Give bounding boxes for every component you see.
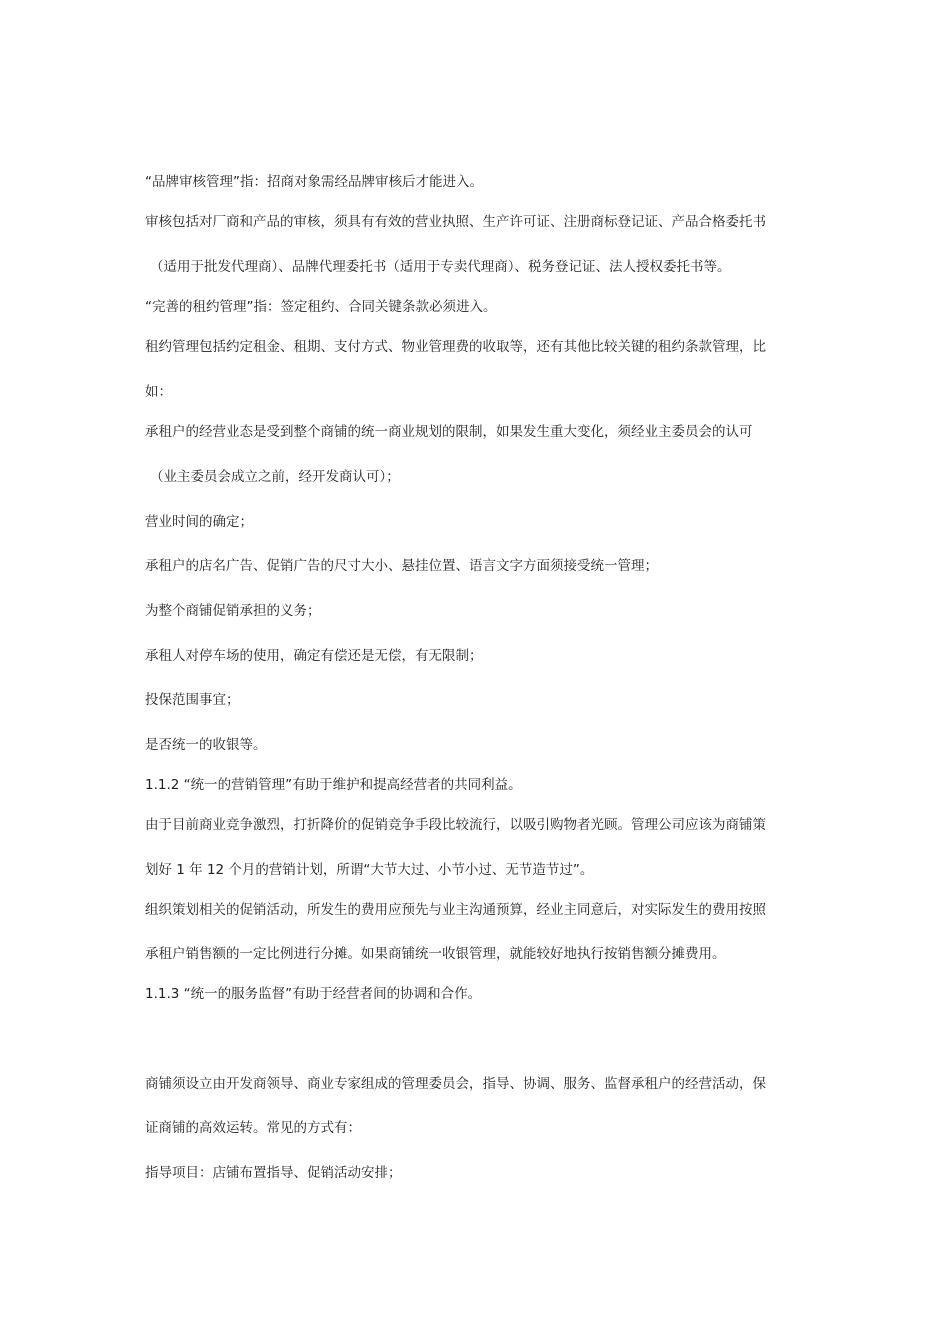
text-line: 投保范围事宜； — [145, 692, 240, 708]
text-line: 承租人对停车场的使用，确定有偿还是无偿，有无限制； — [145, 648, 483, 664]
section-heading: 1.1.3 “统一的服务监督”有助于经营者间的协调和合作。 — [145, 986, 482, 1002]
text-line: 指导项目：店铺布置指导、促销活动安排； — [145, 1165, 402, 1181]
text-line: 营业时间的确定； — [145, 514, 253, 530]
text-line: 审核包括对厂商和产品的审核，须具有有效的营业执照、生产许可证、注册商标登记证、产品合格委托书 — [145, 214, 766, 230]
text-line: 承租户的店名广告、促销广告的尺寸大小、悬挂位置、语言文字方面须接受统一管理； — [145, 558, 658, 574]
text-line: （适用于批发代理商）、品牌代理委托书（适用于专卖代理商）、税务登记证、法人授权委托书等。 — [150, 259, 731, 275]
text-line: 为整个商铺促销承担的义务； — [145, 603, 321, 619]
text-line: 证商铺的高效运转。常见的方式有： — [145, 1120, 361, 1136]
text-line: 是否统一的收银等。 — [145, 737, 267, 753]
text-line: 组织策划相关的促销活动，所发生的费用应预先与业主沟通预算，经业主同意后，对实际发生的费用按照 — [145, 902, 766, 918]
text-line: （业主委员会成立之前，经开发商认可）； — [150, 469, 400, 485]
text-line: “完善的租约管理”指：签定租约、合同关键条款必须进入。 — [145, 299, 497, 315]
section-heading: 1.1.2 “统一的营销管理”有助于维护和提高经营者的共同利益。 — [145, 777, 522, 793]
text-line: “品牌审核管理”指：招商对象需经品牌审核后才能进入。 — [145, 174, 483, 190]
text-line: 如： — [145, 384, 172, 400]
text-line: 承租户的经营业态是受到整个商铺的统一商业规划的限制，如果发生重大变化，须经业主委员会的认可 — [145, 424, 753, 440]
text-line: 承租户销售额的一定比例进行分摊。如果商铺统一收银管理，就能较好地执行按销售额分摊费用。 — [145, 946, 726, 962]
text-line: 商铺须设立由开发商领导、商业专家组成的管理委员会，指导、协调、服务、监督承租户的经营活动，保 — [145, 1076, 766, 1092]
text-line: 划好 1 年 12 个月的营销计划，所谓“大节大过、小节小过、无节造节过”。 — [145, 862, 594, 878]
text-line: 由于目前商业竞争激烈，打折降价的促销竞争手段比较流行，以吸引购物者光顾。管理公司应该为商铺策 — [145, 817, 766, 833]
text-line: 租约管理包括约定租金、租期、支付方式、物业管理费的收取等，还有其他比较关键的租约条款管理，比 — [145, 339, 766, 355]
